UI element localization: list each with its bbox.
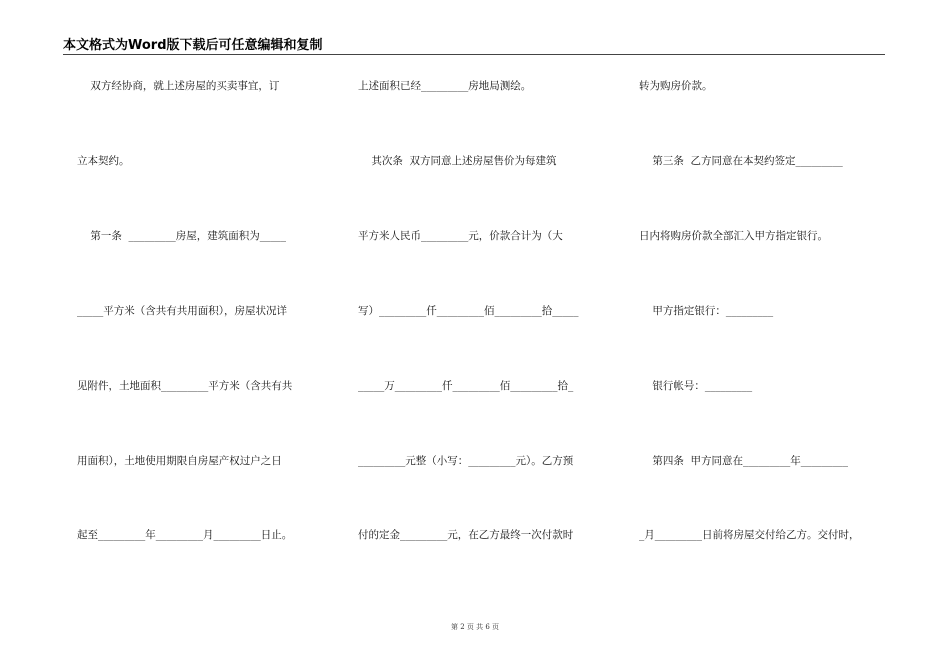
text-line: 第三条 乙方同意在本契约签定_________	[639, 155, 843, 167]
text-line: 平方米人民币_________元，价款合计为（大	[358, 230, 563, 242]
text-line: 上述面积已经_________房地局测绘。	[358, 80, 532, 92]
text-line: 立本契约。	[77, 155, 130, 167]
text-line: _____万_________仟_________佰_________拾_	[358, 380, 574, 392]
header-title: 本文格式为Word版下载后可任意编辑和复制	[63, 38, 323, 53]
text-line: 银行帐号：_________	[639, 380, 753, 392]
text-line: 用面积），土地使用期限自房屋产权过户之日	[77, 455, 282, 467]
text-line: _____平方米（含共有共用面积），房屋状况详	[77, 305, 287, 317]
text-column-2	[358, 0, 608, 672]
text-line: 其次条 双方同意上述房屋售价为每建筑	[358, 155, 557, 167]
text-column-3	[639, 0, 889, 672]
text-line: 转为购房价款。	[639, 80, 713, 92]
text-line: 第一条 _________房屋，建筑面积为_____	[77, 230, 287, 242]
text-line: 日内将购房价款全部汇入甲方指定银行。	[639, 230, 828, 242]
text-column-1	[77, 0, 327, 672]
text-line: 见附件，土地面积_________平方米（含共有共	[77, 380, 293, 392]
text-line: _月_________日前将房屋交付给乙方。交付时，	[639, 529, 860, 541]
text-line: _________元整（小写：_________元）。乙方预	[358, 455, 574, 467]
text-line: 双方经协商，就上述房屋的买卖事宜，订	[77, 80, 280, 92]
text-line: 甲方指定银行：_________	[639, 305, 774, 317]
text-line: 付的定金_________元，在乙方最终一次付款时	[358, 529, 574, 541]
page-footer: 第 2 页 共 6 页	[450, 623, 500, 631]
text-line: 写）_________仟_________佰_________拾_____	[358, 305, 579, 317]
text-line: 起至_________年_________月_________日止。	[77, 529, 293, 541]
text-line: 第四条 甲方同意在_________年_________	[639, 455, 849, 467]
